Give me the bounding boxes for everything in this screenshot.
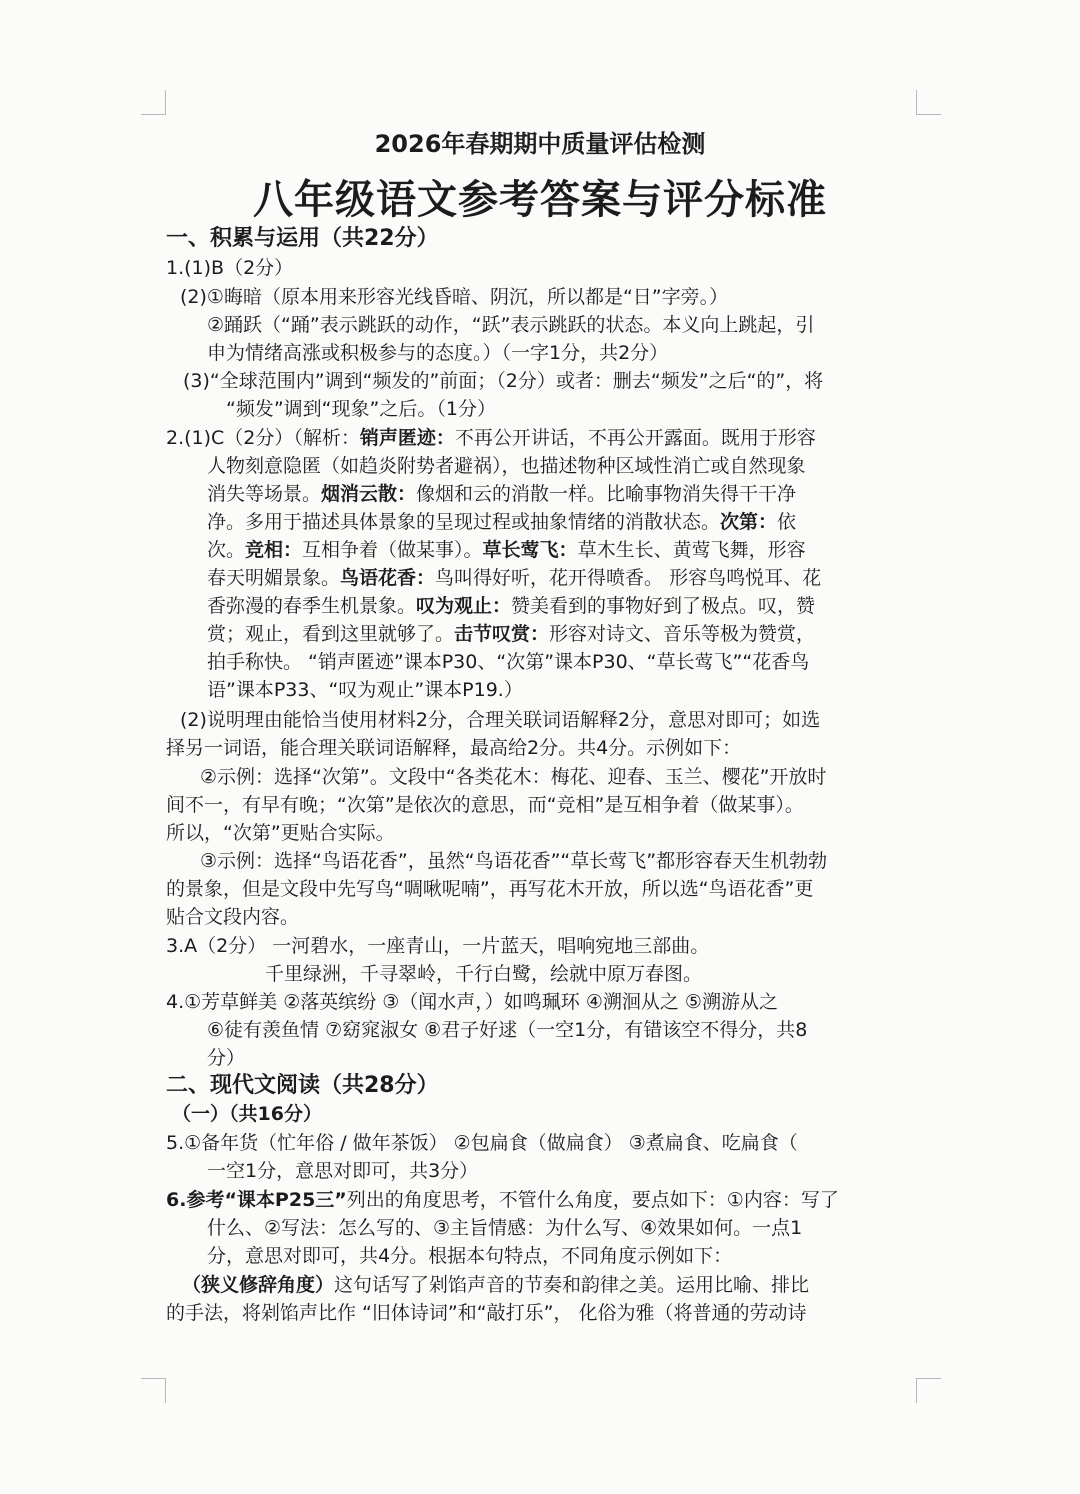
answer-line: 贴合文段内容。 (166, 906, 300, 928)
answer-line: 择另一词语，能合理关联词语解释，最高给2分。共4分。示例如下： (166, 737, 742, 759)
answer-line: 所以，“次第”更贴合实际。 (166, 822, 395, 844)
answer-line (207, 564, 821, 592)
subsection-heading: （一）（共16分） (172, 1103, 322, 1125)
line-text: 赞美看到的事物好到了极点。叹，赞 (511, 595, 816, 617)
line-text: 像烟和云的消散一样。比喻事物消失得干干净 (416, 483, 797, 505)
crop-mark-top-right (916, 90, 941, 115)
document-title: 八年级语文参考答案与评分标准 (253, 177, 827, 223)
answer-line: (2)说明理由能恰当使用材料2分，合理关联词语解释2分，意思对即可；如选 (180, 709, 821, 731)
term-label: 叹为观止： (416, 595, 512, 617)
crop-mark-bottom-left (141, 1378, 166, 1403)
answer-line: 的手法，将剁馅声比作 “旧体诗词”和“敲打乐”， 化俗为雅（将普通的劳动诗 (166, 1302, 807, 1324)
exam-title: 2026年春期期中质量评估检测 (374, 130, 706, 158)
line-text: 次。 (207, 539, 246, 561)
crop-mark-top-left (141, 90, 166, 115)
term-label: 6.参考“课本P25三” (166, 1189, 347, 1211)
line-text: 草木生长、黄莺飞舞，形容 (577, 539, 806, 561)
line-text: 这句话写了剁馅声音的节奏和韵律之美。运用比喻、排比 (334, 1274, 810, 1296)
answer-line (207, 592, 815, 620)
line-text: 春天明媚景象。 (207, 567, 341, 589)
line-text: 形容对诗文、音乐等极为赞赏， (549, 623, 816, 645)
term-label: 烟消云散： (321, 483, 417, 505)
answer-line (207, 536, 806, 564)
term-label: 鸟语花香： (340, 567, 436, 589)
line-text: 2.(1)C（2分）（解析： (166, 427, 360, 449)
line-text: 不再公开讲话，不再公开露面。既用于形容 (454, 427, 816, 449)
answer-line (207, 508, 796, 536)
section-heading-1: 一、积累与运用（共22分） (166, 226, 439, 251)
line-text: 依 (777, 511, 797, 533)
line-text: 消失等场景。 (207, 483, 322, 505)
answer-line: ②踊跃（“踊”表示跳跃的动作，“跃”表示跳跃的状态。本义向上跳起，引 (207, 314, 815, 336)
line-text: 互相争着（做某事）。 (302, 539, 483, 561)
answer-line: (3)“全球范围内”调到“频发的”前面；（2分）或者：删去“频发”之后“的”，将 (183, 370, 824, 392)
answer-line (207, 620, 815, 648)
answer-line: 分） (207, 1047, 246, 1069)
term-label: 销声匿迹： (359, 427, 455, 449)
answer-line: 语”课本P33、“叹为观止”课本P19.） (207, 679, 523, 701)
term-label: 草长莺飞： (482, 539, 578, 561)
answer-line: 人物刻意隐匿（如趋炎附势者避祸），也描述物种区域性消亡或自然现象 (207, 455, 806, 477)
answer-line: 申为情绪高涨或积极参与的态度。）（一字1分，共2分） (207, 342, 669, 364)
answer-line: (2)①晦暗（原本用来形容光线昏暗、阴沉，所以都是“日”字旁。） (180, 286, 729, 308)
term-label: 次第： (720, 511, 778, 533)
answer-line: ⑥徒有羡鱼情 ⑦窈窕淑女 ⑧君子好逑（一空1分，有错该空不得分，共8 (207, 1019, 808, 1041)
answer-line: ②示例：选择“次第”。文段中“各类花木：梅花、迎春、玉兰、樱花”开放时 (200, 766, 827, 788)
line-text: 赏；观止，看到这里就够了。 (207, 623, 455, 645)
answer-line: 分，意思对即可，共4分。根据本句特点，不同角度示例如下： (207, 1245, 733, 1267)
answer-line: 拍手称快。 “销声匿迹”课本P30、“次第”课本P30、“草长莺飞”“花香鸟 (207, 651, 810, 673)
answer-line: “频发”调到“现象”之后。（1分） (226, 398, 496, 420)
answer-line (182, 1271, 809, 1299)
answer-line: 的景象，但是文段中先写鸟“啁啾呢喃”，再写花木开放，所以选“鸟语花香”更 (166, 878, 814, 900)
answer-line: ③示例：选择“鸟语花香”，虽然“鸟语花香”“草长莺飞”都形容春天生机勃勃 (200, 850, 828, 872)
answer-line: 5.①备年货（忙年俗 / 做年茶饭） ②包扁食（做扁食） ③煮扁食、吃扁食（ (166, 1132, 798, 1154)
answer-line (166, 1186, 839, 1214)
answer-line: 什么、②写法：怎么写的、③主旨情感：为什么写、④效果如何。一点1 (207, 1217, 803, 1239)
answer-line: 1.(1)B（2分） (166, 257, 294, 279)
answer-line: 千里绿洲，千寻翠岭，千行白鹭，绘就中原万春图。 (265, 963, 703, 985)
answer-line (166, 424, 816, 452)
answer-line: 3.A（2分） 一河碧水，一座青山，一片蓝天，唱响宛地三部曲。 (166, 935, 710, 957)
term-label: 竞相： (245, 539, 303, 561)
answer-line: 间不一，有早有晚；“次第”是依次的意思，而“竞相”是互相争着（做某事）。 (166, 794, 804, 816)
line-text: 净。多用于描述具体景象的呈现过程或抽象情绪的消散状态。 (207, 511, 721, 533)
line-text: 香弥漫的春季生机景象。 (207, 595, 417, 617)
line-text: 鸟叫得好听，花开得喷香。 形容鸟鸣悦耳、花 (435, 567, 822, 589)
crop-mark-bottom-right (916, 1378, 941, 1403)
answer-line (207, 480, 796, 508)
answer-line: 一空1分，意思对即可，共3分） (207, 1160, 479, 1182)
term-label: 击节叹赏： (454, 623, 550, 645)
term-label: （狭义修辞角度） (182, 1274, 335, 1296)
line-text: 列出的角度思考，不管什么角度，要点如下：①内容：写了 (346, 1189, 839, 1211)
answer-line: 4.①芳草鲜美 ②落英缤纷 ③（闻水声，）如鸣珮环 ④溯洄从之 ⑤溯游从之 (166, 991, 778, 1013)
section-heading-2: 二、现代文阅读（共28分） (166, 1073, 439, 1098)
